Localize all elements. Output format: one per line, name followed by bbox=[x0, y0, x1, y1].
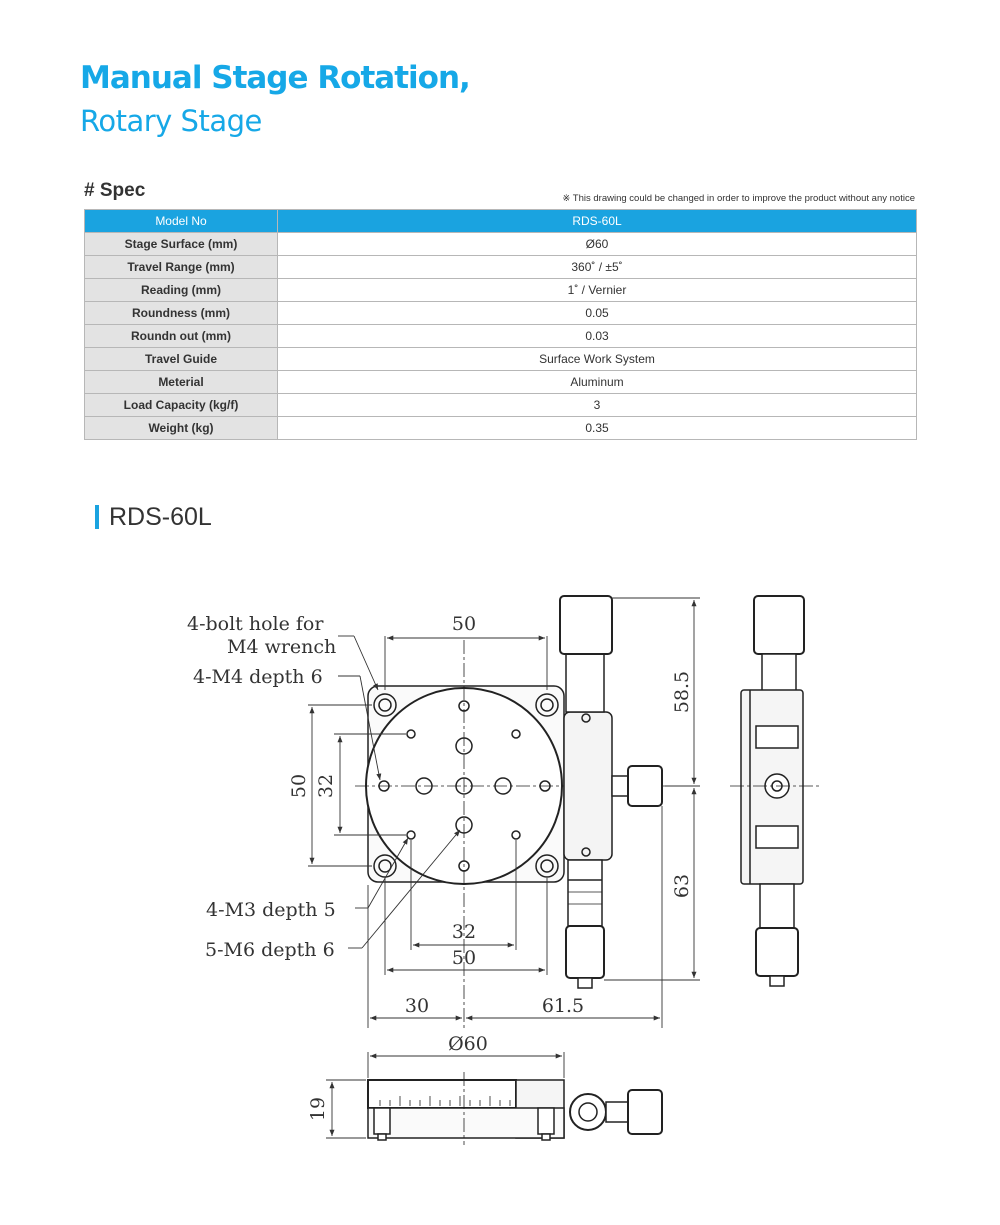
row-value: 1˚ / Vernier bbox=[278, 279, 917, 302]
page-subtitle: Rotary Stage bbox=[80, 104, 262, 138]
note-bolt-hole-line1: 4-bolt hole for bbox=[187, 613, 324, 635]
dim-right-offset: 61.5 bbox=[541, 995, 585, 1017]
dim-upper-length: 58.5 bbox=[671, 670, 693, 714]
note-m4: 4-M4 depth 6 bbox=[193, 666, 323, 688]
page-title: Manual Stage Rotation, bbox=[80, 60, 470, 96]
row-value: 360˚ / ±5˚ bbox=[278, 256, 917, 279]
dim-left-inner: 32 bbox=[315, 773, 337, 799]
row-value: 0.03 bbox=[278, 325, 917, 348]
dim-height: 19 bbox=[307, 1096, 329, 1122]
upper-knob bbox=[560, 596, 612, 654]
dim-diameter: Ø60 bbox=[448, 1033, 488, 1055]
dim-top-width: 50 bbox=[451, 613, 477, 635]
note-m3: 4-M3 depth 5 bbox=[206, 899, 336, 921]
column-header-value: RDS-60L bbox=[278, 210, 917, 233]
dim-bottom-outer: 50 bbox=[451, 947, 477, 969]
row-label: Travel Guide bbox=[85, 348, 278, 371]
dim-left-outer: 50 bbox=[288, 773, 310, 799]
row-value: 0.05 bbox=[278, 302, 917, 325]
worm-housing bbox=[564, 712, 612, 860]
front-view bbox=[368, 1072, 662, 1145]
row-value: Aluminum bbox=[278, 371, 917, 394]
row-label: Travel Range (mm) bbox=[85, 256, 278, 279]
micrometer-thimble bbox=[566, 926, 604, 978]
row-label: Meterial bbox=[85, 371, 278, 394]
note-bolt-hole-line2: M4 wrench bbox=[227, 636, 337, 658]
dim-left-offset: 30 bbox=[404, 995, 430, 1017]
drawing-heading: RDS-60L bbox=[95, 505, 212, 529]
row-label: Roundness (mm) bbox=[85, 302, 278, 325]
note-m6: 5-M6 depth 6 bbox=[205, 939, 335, 961]
row-label: Stage Surface (mm) bbox=[85, 233, 278, 256]
row-label: Reading (mm) bbox=[85, 279, 278, 302]
row-value: 0.35 bbox=[278, 417, 917, 440]
dim-bottom-inner: 32 bbox=[451, 921, 477, 943]
side-view bbox=[730, 596, 820, 986]
micrometer-sleeve bbox=[568, 860, 602, 926]
row-value: Surface Work System bbox=[278, 348, 917, 371]
dim-lower-length: 63 bbox=[671, 873, 693, 899]
column-header-model: Model No bbox=[85, 210, 278, 233]
spec-heading: # Spec bbox=[84, 180, 146, 201]
top-view bbox=[355, 596, 665, 1030]
row-label: Roundn out (mm) bbox=[85, 325, 278, 348]
row-value: Ø60 bbox=[278, 233, 917, 256]
spec-notice: ※ This drawing could be changed in order to improve the product without any notice bbox=[562, 193, 915, 204]
lock-knob bbox=[628, 766, 662, 806]
row-value: 3 bbox=[278, 394, 917, 417]
row-label: Load Capacity (kg/f) bbox=[85, 394, 278, 417]
row-label: Weight (kg) bbox=[85, 417, 278, 440]
